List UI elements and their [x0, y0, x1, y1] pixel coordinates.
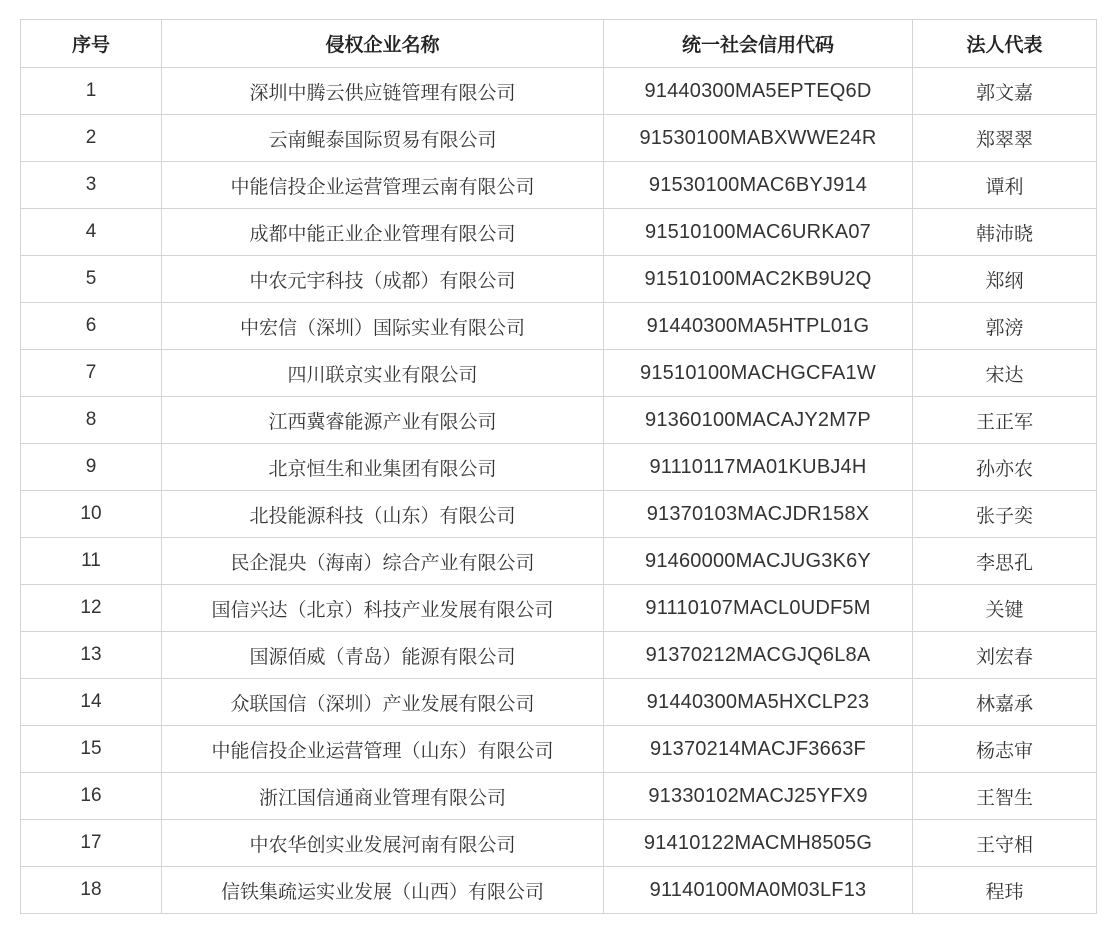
cell-credit-code: 91330102MACJ25YFX9 [604, 773, 913, 820]
cell-index: 15 [21, 726, 162, 773]
cell-index: 12 [21, 585, 162, 632]
table-row [21, 773, 1097, 820]
cell-legal-representative: 张子奕 [913, 491, 1097, 538]
cell-legal-representative: 宋达 [913, 350, 1097, 397]
table-row [21, 538, 1097, 585]
cell-credit-code: 91510100MAC6URKA07 [604, 209, 913, 256]
header-index: 序号 [21, 20, 162, 68]
cell-legal-representative: 王正军 [913, 397, 1097, 444]
table-row [21, 162, 1097, 209]
cell-company-name: 信铁集疏运实业发展（山西）有限公司 [162, 867, 604, 914]
cell-company-name: 江西冀睿能源产业有限公司 [162, 397, 604, 444]
cell-legal-representative: 郑翠翠 [913, 115, 1097, 162]
cell-index: 13 [21, 632, 162, 679]
cell-legal-representative: 郑纲 [913, 256, 1097, 303]
cell-company-name: 北投能源科技（山东）有限公司 [162, 491, 604, 538]
table-row [21, 820, 1097, 867]
cell-credit-code: 91530100MAC6BYJ914 [604, 162, 913, 209]
cell-company-name: 浙江国信通商业管理有限公司 [162, 773, 604, 820]
cell-legal-representative: 王守相 [913, 820, 1097, 867]
cell-legal-representative: 谭利 [913, 162, 1097, 209]
cell-index: 1 [21, 68, 162, 115]
cell-company-name: 国信兴达（北京）科技产业发展有限公司 [162, 585, 604, 632]
cell-index: 5 [21, 256, 162, 303]
cell-company-name: 国源佰威（青岛）能源有限公司 [162, 632, 604, 679]
table-row [21, 726, 1097, 773]
cell-index: 9 [21, 444, 162, 491]
cell-index: 2 [21, 115, 162, 162]
cell-credit-code: 91370103MACJDR158X [604, 491, 913, 538]
cell-index: 11 [21, 538, 162, 585]
cell-credit-code: 91110117MA01KUBJ4H [604, 444, 913, 491]
cell-company-name: 云南鲲泰国际贸易有限公司 [162, 115, 604, 162]
cell-company-name: 深圳中腾云供应链管理有限公司 [162, 68, 604, 115]
cell-company-name: 中能信投企业运营管理云南有限公司 [162, 162, 604, 209]
infringing-companies-table [20, 19, 1097, 914]
cell-credit-code: 91440300MA5HTPL01G [604, 303, 913, 350]
table-row [21, 444, 1097, 491]
infringing-companies-table-container [20, 19, 1096, 914]
cell-index: 10 [21, 491, 162, 538]
cell-index: 6 [21, 303, 162, 350]
cell-index: 7 [21, 350, 162, 397]
cell-company-name: 四川联京实业有限公司 [162, 350, 604, 397]
table-row [21, 303, 1097, 350]
cell-legal-representative: 林嘉承 [913, 679, 1097, 726]
table-body [21, 68, 1097, 914]
cell-credit-code: 91110107MACL0UDF5M [604, 585, 913, 632]
table-row [21, 68, 1097, 115]
table-header-row [21, 20, 1097, 68]
cell-index: 16 [21, 773, 162, 820]
cell-credit-code: 91440300MA5EPTEQ6D [604, 68, 913, 115]
header-credit-code: 统一社会信用代码 [604, 20, 913, 68]
table-row [21, 585, 1097, 632]
cell-credit-code: 91370212MACGJQ6L8A [604, 632, 913, 679]
cell-index: 8 [21, 397, 162, 444]
cell-credit-code: 91410122MACMH8505G [604, 820, 913, 867]
cell-legal-representative: 韩沛晓 [913, 209, 1097, 256]
cell-legal-representative: 李思孔 [913, 538, 1097, 585]
table-row [21, 397, 1097, 444]
header-legal-representative: 法人代表 [913, 20, 1097, 68]
cell-legal-representative: 孙亦农 [913, 444, 1097, 491]
cell-index: 14 [21, 679, 162, 726]
cell-company-name: 中宏信（深圳）国际实业有限公司 [162, 303, 604, 350]
cell-legal-representative: 关键 [913, 585, 1097, 632]
cell-company-name: 成都中能正业企业管理有限公司 [162, 209, 604, 256]
table-row [21, 867, 1097, 914]
cell-legal-representative: 程玮 [913, 867, 1097, 914]
cell-company-name: 中能信投企业运营管理（山东）有限公司 [162, 726, 604, 773]
cell-credit-code: 91140100MA0M03LF13 [604, 867, 913, 914]
cell-index: 4 [21, 209, 162, 256]
cell-credit-code: 91530100MABXWWE24R [604, 115, 913, 162]
table-row [21, 256, 1097, 303]
cell-index: 17 [21, 820, 162, 867]
cell-company-name: 北京恒生和业集团有限公司 [162, 444, 604, 491]
cell-credit-code: 91360100MACAJY2M7P [604, 397, 913, 444]
header-company-name: 侵权企业名称 [162, 20, 604, 68]
cell-credit-code: 91510100MACHGCFA1W [604, 350, 913, 397]
cell-credit-code: 91460000MACJUG3K6Y [604, 538, 913, 585]
table-row [21, 115, 1097, 162]
cell-company-name: 众联国信（深圳）产业发展有限公司 [162, 679, 604, 726]
cell-legal-representative: 郭文嘉 [913, 68, 1097, 115]
table-row [21, 679, 1097, 726]
cell-company-name: 中农华创实业发展河南有限公司 [162, 820, 604, 867]
table-row [21, 632, 1097, 679]
cell-credit-code: 91370214MACJF3663F [604, 726, 913, 773]
cell-index: 18 [21, 867, 162, 914]
cell-legal-representative: 郭滂 [913, 303, 1097, 350]
cell-index: 3 [21, 162, 162, 209]
cell-company-name: 民企混央（海南）综合产业有限公司 [162, 538, 604, 585]
cell-company-name: 中农元宇科技（成都）有限公司 [162, 256, 604, 303]
cell-legal-representative: 王智生 [913, 773, 1097, 820]
table-row [21, 209, 1097, 256]
table-row [21, 350, 1097, 397]
cell-credit-code: 91510100MAC2KB9U2Q [604, 256, 913, 303]
cell-legal-representative: 刘宏春 [913, 632, 1097, 679]
cell-legal-representative: 杨志审 [913, 726, 1097, 773]
table-row [21, 491, 1097, 538]
cell-credit-code: 91440300MA5HXCLP23 [604, 679, 913, 726]
